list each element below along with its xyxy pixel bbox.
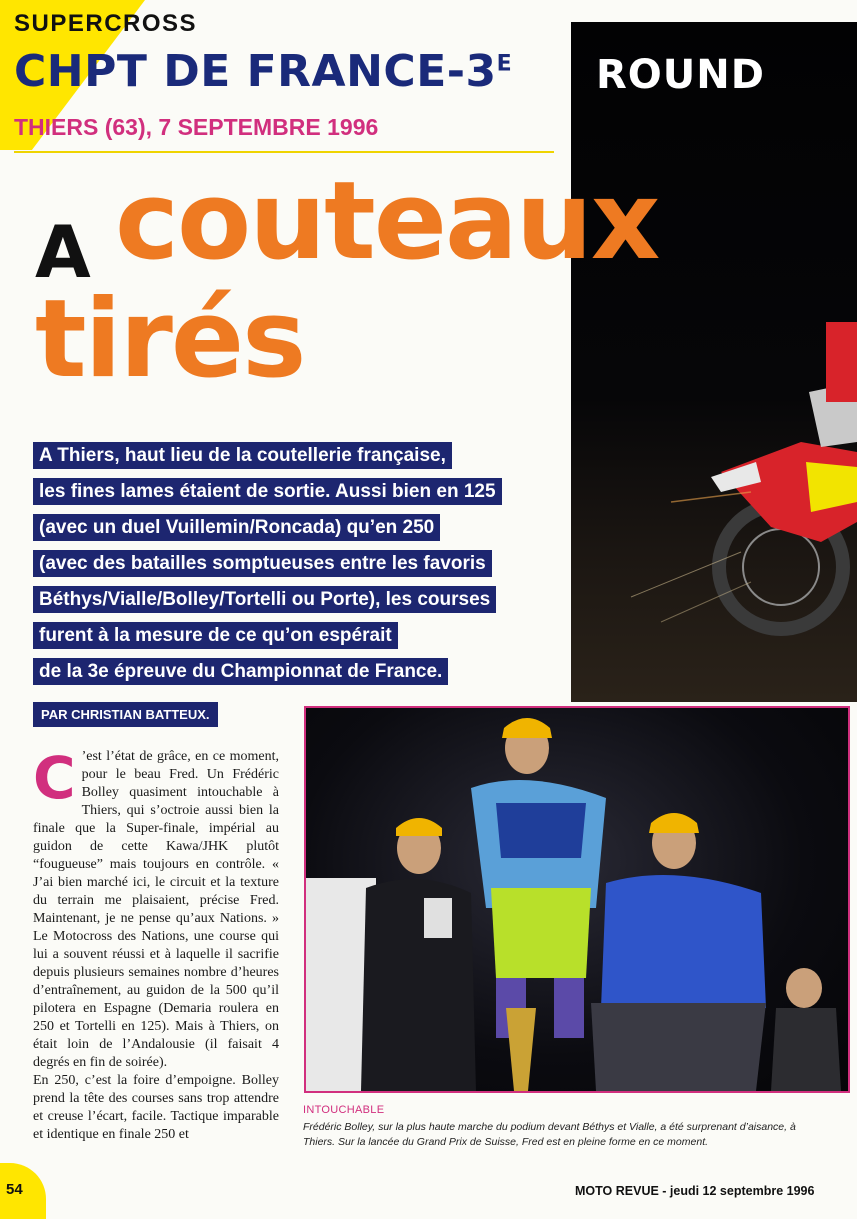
section-label: SUPERCROSS [14,10,198,37]
intro-line: furent à la mesure de ce qu’on espérait [33,623,502,649]
page-number: 54 [6,1181,23,1198]
headline-line-1: couteaux [115,159,659,284]
location-date: THIERS (63), 7 SEPTEMBRE 1996 [14,114,379,140]
caption-title: INTOUCHABLE [303,1104,385,1116]
round-label: ROUND [596,52,765,98]
headline-article: A [35,210,91,294]
series-title [14,46,512,97]
body-paragraph: En 250, c’est la foire d’empoigne. Bolley prend la tête des courses sans trop attendre et creuse l’écart, facile. Tactique imparable et identique en finale 250 et [33,1073,279,1142]
intro-line: (avec un duel Vuillemin/Roncada) qu’en 250 [33,515,502,541]
series-title-superscript: E [496,51,513,77]
intro-line: (avec des batailles somptueuses entre les favoris [33,551,502,577]
intro-block [33,443,502,695]
headline-line-2: tirés [35,277,305,402]
motocross-rider-photo [571,22,857,702]
podium-illustration [306,708,848,1091]
caption-text: Frédéric Bolley, sur la plus haute marche du podium devant Béthys et Vialle, a été surprenant d’aisance, à Thiers. Sur la lancée du Grand Prix de Suisse, Fred est en pleine forme en ce moment. [303,1121,796,1148]
byline: PAR CHRISTIAN BATTEUX. [33,702,218,727]
intro-line: A Thiers, haut lieu de la coutellerie française, [33,443,502,469]
rider-illustration [571,22,857,702]
header-divider [14,151,554,153]
publication-footer: MOTO REVUE - jeudi 12 septembre 1996 [575,1184,815,1198]
intro-line: Béthys/Vialle/Bolley/Tortelli ou Porte), les courses [33,587,502,613]
drop-cap: C [33,744,76,812]
article-body [33,744,279,1144]
podium-photo [304,706,850,1093]
intro-line: les fines lames étaient de sortie. Aussi bien en 125 [33,479,502,505]
series-title-text: CHPT DE FRANCE-3 [14,46,497,97]
body-paragraph: ’est l’état de grâce, en ce moment, pour le beau Fred. Un Frédéric Bolley quasiment intouchable à Thiers, qui s’octroie aussi bien la finale que la Super-finale, impérial au guidon de cette Kawa/JHK plutôt “fougueuse” mais toujours en contrôle. « J’ai bien marché ici, le circuit et la texture du terrain me plaisaient, précise Fred. Maintenant, je ne pense qu’aux Nations. » Le Motocross des Nations, une course qui lui a souvent réussi et à laquelle il sacrifie depuis plusieurs semaines nombre d’heures d’entraînement, au guidon de la 500 qu’il pilotera en Espagne (Demaria roulera en 250 et Tortelli en 125). Mais à Thiers, on était loin de l’Andalousie (il faisait 4 degrés en fin de soirée). [33,749,279,1070]
intro-line: de la 3e épreuve du Championnat de France. [33,659,502,685]
